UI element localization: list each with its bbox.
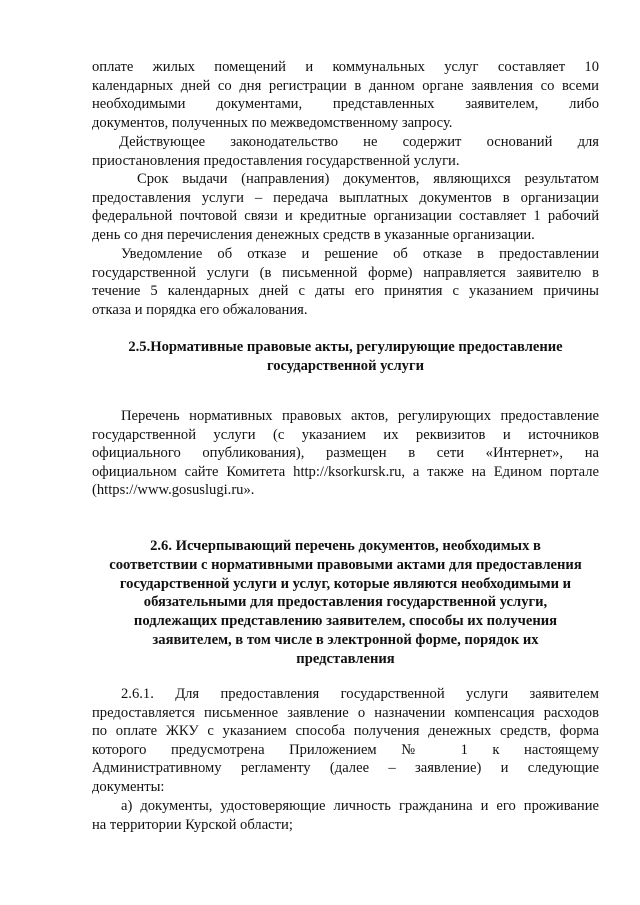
text-line: документов, полученных по межведомственному запросу. bbox=[92, 114, 453, 131]
heading-line: 2.5.Нормативные правовые акты, регулирующие предоставление bbox=[128, 339, 563, 355]
text-line: день со дня перечисления денежных средств в указанные организации. bbox=[92, 226, 535, 243]
section-heading-2-6 bbox=[92, 537, 599, 669]
paragraph-issue-term bbox=[92, 170, 599, 244]
paragraph-legal-acts bbox=[92, 407, 599, 500]
text-line: 2.6.1. Для предоставления государственной услуги заявителем bbox=[121, 686, 599, 702]
text-line: Перечень нормативных правовых актов, регулирующих предоставление bbox=[121, 408, 599, 424]
text-line: приостановления предоставления государственной услуги. bbox=[92, 152, 460, 169]
heading-line: 2.6. Исчерпывающий перечень документов, необходимых в bbox=[150, 538, 541, 554]
text-line: Административному регламенту (далее – заявление) и следующие bbox=[92, 760, 599, 777]
text-line: предоставления услуги – передача выплатных документов в организации bbox=[92, 189, 599, 206]
text-line: по оплате ЖКУ с указанием способа получения денежных средств, форма bbox=[92, 723, 599, 740]
paragraph-no-suspension bbox=[92, 133, 599, 170]
heading-line: представления bbox=[296, 650, 395, 667]
heading-line: заявителем, в том числе в электронной форме, порядок их bbox=[152, 631, 539, 648]
text-line: государственной услуги (в письменной форме) направляется заявителю в bbox=[92, 264, 599, 281]
text-line: календарных дней со дня регистрации в данном органе заявления со всеми bbox=[92, 77, 599, 94]
text-line: документы: bbox=[92, 778, 165, 795]
list-item-a bbox=[92, 797, 599, 834]
text-line: официальном сайте Комитета http://ksorkursk.ru, а также на Едином портале bbox=[92, 463, 599, 480]
text-line: Срок выдачи (направления) документов, являющихся результатом bbox=[137, 171, 599, 187]
text-line: отказа и порядка его обжалования. bbox=[92, 301, 308, 318]
heading-line: подлежащих представлению заявителем, способы их получения bbox=[133, 613, 558, 630]
paragraph-registration-term bbox=[92, 58, 599, 132]
text-line: официального опубликования), размещен в сети «Интернет», на bbox=[92, 445, 599, 462]
text-line: Уведомление об отказе и решение об отказе в предоставлении bbox=[121, 246, 599, 262]
heading-line: соответствии с нормативными правовыми актами для предоставления bbox=[109, 556, 582, 573]
text-line: которого предусмотрена Приложением № 1 к настоящему bbox=[92, 741, 599, 758]
text-line: а) документы, удостоверяющие личность гражданина и его проживание bbox=[121, 798, 599, 814]
paragraph-refusal-notice bbox=[92, 245, 599, 319]
heading-line: обязательными для предоставления государственной услуги, bbox=[143, 594, 548, 611]
text-line: (https://www.gosuslugi.ru». bbox=[92, 482, 255, 499]
paragraph-2-6-1 bbox=[92, 685, 599, 797]
text-line: государственной услуги (с указанием их реквизитов и источников bbox=[92, 426, 599, 443]
text-line: на территории Курской области; bbox=[92, 816, 293, 833]
text-line: предоставляется письменное заявление о назначении компенсация расходов bbox=[92, 704, 599, 721]
text-line: течение 5 календарных дней с даты его принятия с указанием причины bbox=[92, 283, 599, 300]
text-line: оплате жилых помещений и коммунальных услуг составляет 10 bbox=[92, 59, 599, 75]
heading-line: государственной услуги bbox=[266, 357, 425, 374]
text-line: Действующее законодательство не содержит оснований для bbox=[119, 134, 599, 150]
text-line: федеральной почтовой связи и кредитные организации составляет 1 рабочий bbox=[92, 208, 599, 225]
text-line: необходимыми документами, представленных заявителем, либо bbox=[92, 96, 599, 113]
heading-line: государственной услуги и услуг, которые являются необходимыми и bbox=[119, 575, 572, 592]
section-heading-2-5 bbox=[92, 338, 599, 376]
